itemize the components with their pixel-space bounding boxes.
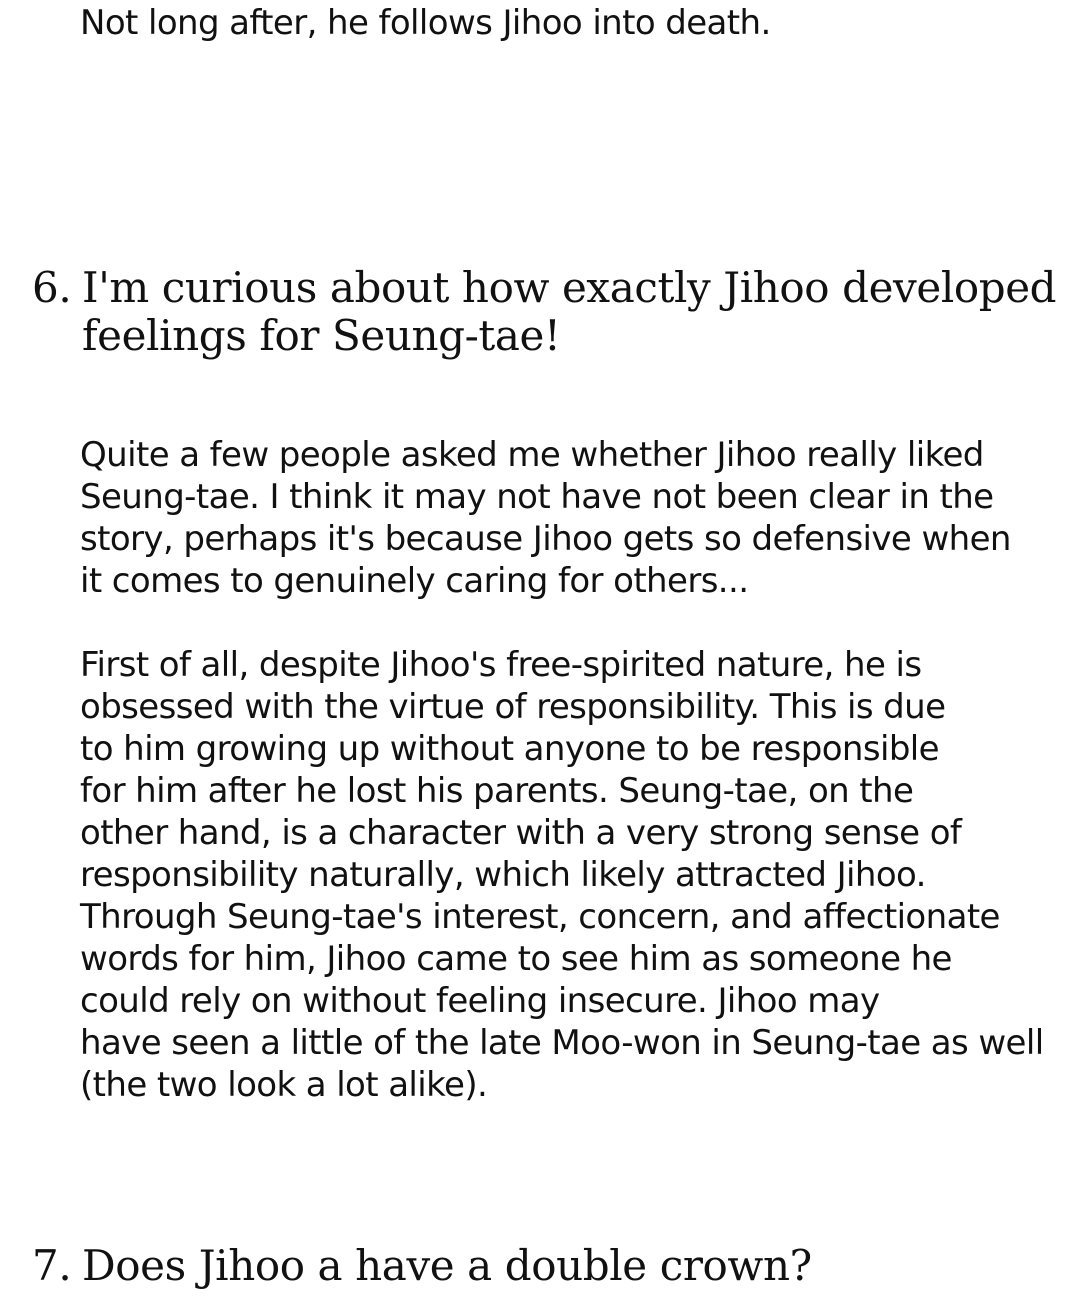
answer-6-paragraph-2: First of all, despite Jihoo's free-spirited nature, he is obsessed with the virtue of responsibility. This is due to him growing up without anyone to be responsible for him after he lost his parents. Seung-tae, on the other hand, is a character with a very strong sense of responsibility naturally, which likely attracted Jihoo. Through Seung-tae's interest, concern, and affectionate words for him, Jihoo came to see him as someone he could rely on without feeling insecure. Jihoo may have seen a little of the late Moo-won in Seung-tae as well (the two look a lot alike). bbox=[80, 645, 1044, 1105]
question-7-number: 7. bbox=[32, 1241, 72, 1290]
question-6-number: 6. bbox=[32, 263, 72, 312]
question-7-title: Does Jihoo a have a double crown? bbox=[82, 1241, 812, 1290]
question-6-title: I'm curious about how exactly Jihoo developed feelings for Seung-tae! bbox=[82, 263, 1057, 360]
question-7-heading bbox=[32, 1242, 812, 1290]
section-5-last-line: Not long after, he follows Jihoo into death. bbox=[80, 3, 771, 43]
answer-6-paragraph-1: Quite a few people asked me whether Jihoo really liked Seung-tae. I think it may not have not been clear in the story, perhaps it's because Jihoo gets so defensive when it comes to genuinely caring for others... bbox=[80, 435, 1011, 601]
question-6-heading bbox=[32, 264, 1056, 360]
